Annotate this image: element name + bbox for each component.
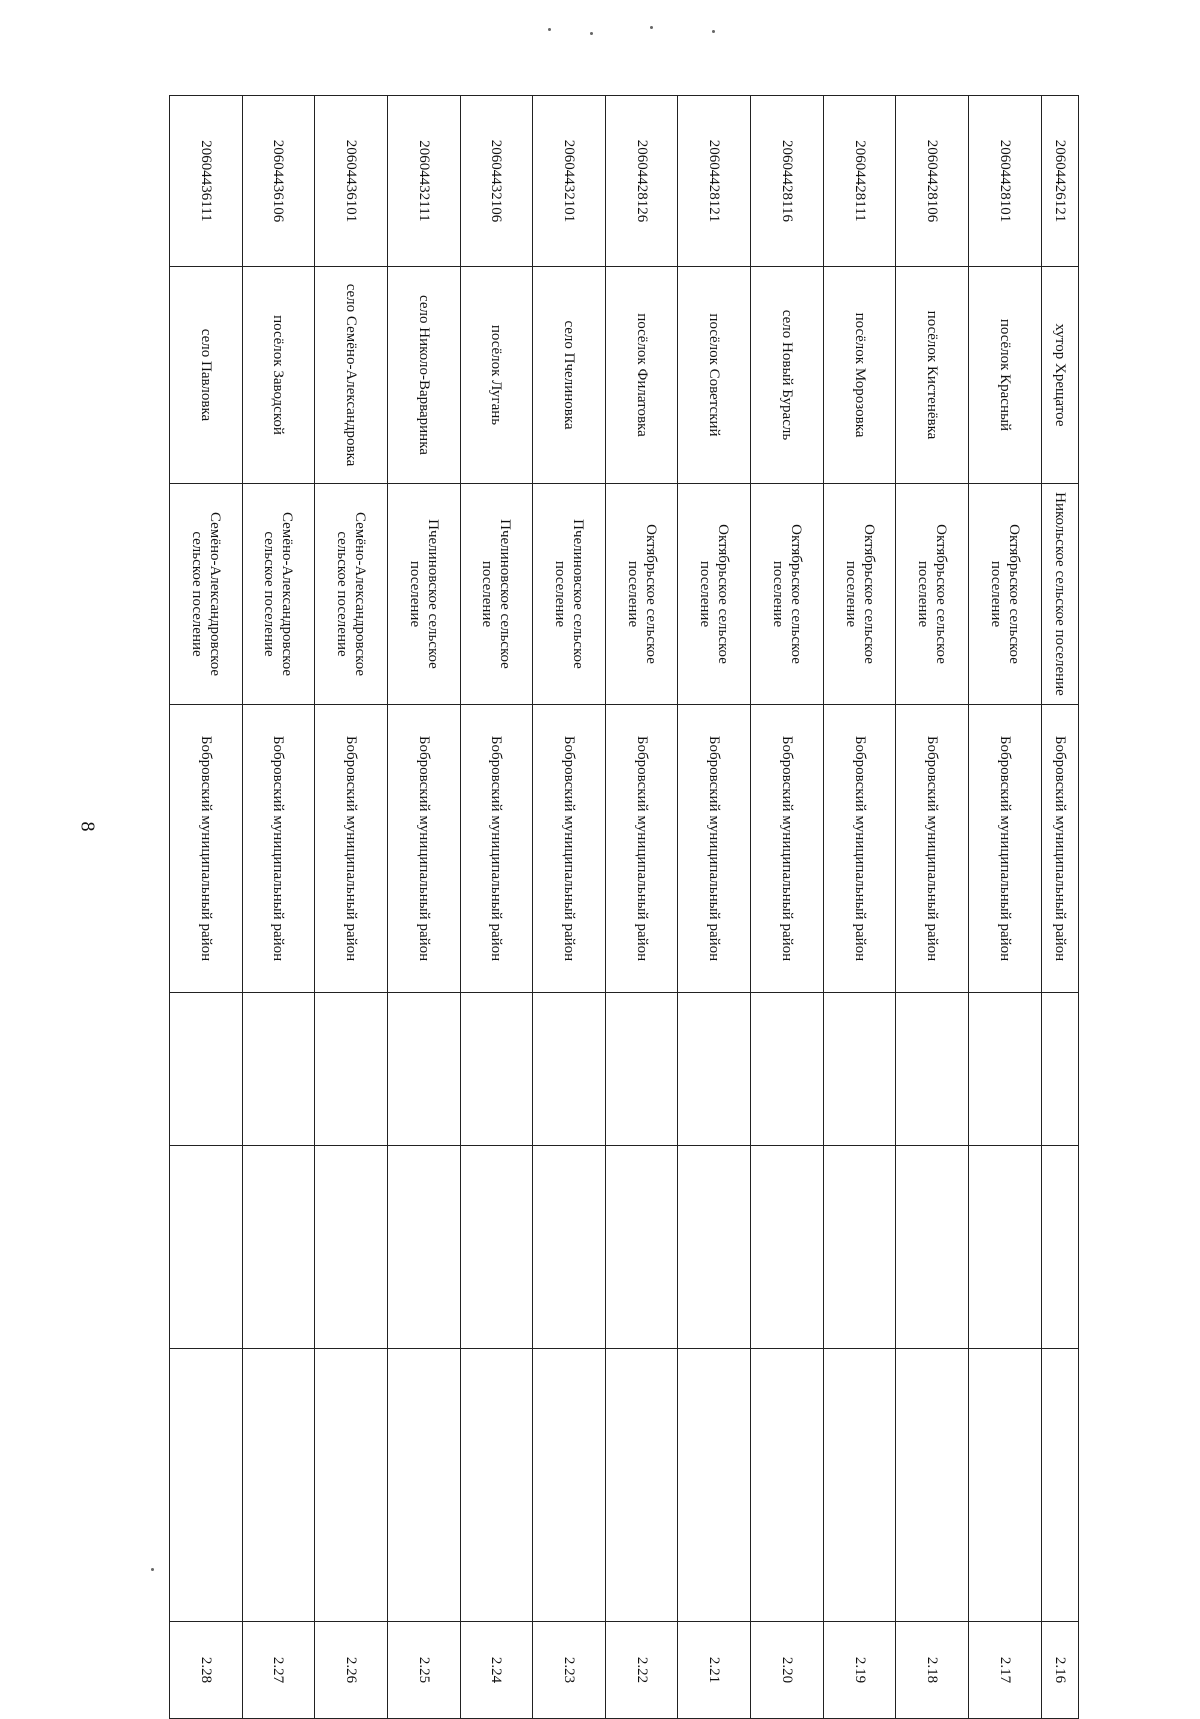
row-number-cell: 2.27 bbox=[242, 1622, 315, 1719]
rotated-table-container bbox=[169, 95, 1079, 1684]
row-number-cell: 2.28 bbox=[170, 1622, 243, 1719]
empty-cell bbox=[969, 993, 1042, 1146]
district-cell: Бобровский муниципальный район bbox=[387, 705, 460, 993]
district-cell: Бобровский муниципальный район bbox=[460, 705, 533, 993]
empty-cell bbox=[170, 993, 243, 1146]
table-frame bbox=[169, 95, 1079, 1684]
table-row bbox=[387, 96, 460, 1719]
empty-cell bbox=[969, 1349, 1042, 1622]
empty-cell bbox=[678, 1349, 751, 1622]
empty-cell bbox=[387, 1349, 460, 1622]
row-number-cell: 2.18 bbox=[896, 1622, 969, 1719]
row-number-cell: 2.22 bbox=[605, 1622, 678, 1719]
scan-speck bbox=[548, 28, 551, 31]
district-cell: Бобровский муниципальный район bbox=[751, 705, 824, 993]
locality-cell: посёлок Лугань bbox=[460, 267, 533, 484]
scan-speck bbox=[151, 1568, 154, 1571]
row-number-cell: 2.23 bbox=[533, 1622, 606, 1719]
row-number-cell: 2.24 bbox=[460, 1622, 533, 1719]
empty-cell bbox=[605, 1146, 678, 1349]
row-number-cell: 2.19 bbox=[823, 1622, 896, 1719]
settlement-cell: Октябрьское сельское поселение bbox=[969, 484, 1042, 705]
district-cell: Бобровский муниципальный район bbox=[823, 705, 896, 993]
oktmo-code-cell: 20604426121 bbox=[1041, 96, 1078, 267]
oktmo-code-cell: 20604428126 bbox=[605, 96, 678, 267]
settlement-cell: Октябрьское сельское поселение bbox=[751, 484, 824, 705]
district-cell: Бобровский муниципальный район bbox=[678, 705, 751, 993]
district-cell: Бобровский муниципальный район bbox=[969, 705, 1042, 993]
empty-cell bbox=[315, 1349, 388, 1622]
empty-cell bbox=[315, 1146, 388, 1349]
empty-cell bbox=[896, 1349, 969, 1622]
settlement-cell: Пчелиновское сельское поселение bbox=[533, 484, 606, 705]
settlement-cell: Пчелиновское сельское поселение bbox=[387, 484, 460, 705]
district-cell: Бобровский муниципальный район bbox=[170, 705, 243, 993]
empty-cell bbox=[1041, 1349, 1078, 1622]
empty-cell bbox=[315, 993, 388, 1146]
settlement-cell: Октябрьское сельское поселение bbox=[678, 484, 751, 705]
oktmo-code-cell: 20604432101 bbox=[533, 96, 606, 267]
settlements-table-body bbox=[170, 96, 1079, 1719]
table-row bbox=[315, 96, 388, 1719]
oktmo-code-cell: 20604432106 bbox=[460, 96, 533, 267]
empty-cell bbox=[823, 1146, 896, 1349]
page-number: 8 bbox=[76, 821, 99, 832]
locality-cell: посёлок Филатовка bbox=[605, 267, 678, 484]
oktmo-code-cell: 20604428116 bbox=[751, 96, 824, 267]
table-row bbox=[823, 96, 896, 1719]
empty-cell bbox=[460, 993, 533, 1146]
district-cell: Бобровский муниципальный район bbox=[605, 705, 678, 993]
empty-cell bbox=[678, 993, 751, 1146]
oktmo-code-cell: 20604428121 bbox=[678, 96, 751, 267]
empty-cell bbox=[896, 1146, 969, 1349]
empty-cell bbox=[242, 993, 315, 1146]
empty-cell bbox=[533, 1349, 606, 1622]
oktmo-code-cell: 20604436106 bbox=[242, 96, 315, 267]
locality-cell: посёлок Морозовка bbox=[823, 267, 896, 484]
locality-cell: посёлок Советский bbox=[678, 267, 751, 484]
empty-cell bbox=[242, 1146, 315, 1349]
settlement-cell: Никольское сельское поселение bbox=[1041, 484, 1078, 705]
district-cell: Бобровский муниципальный район bbox=[896, 705, 969, 993]
empty-cell bbox=[1041, 1146, 1078, 1349]
table-row bbox=[170, 96, 243, 1719]
empty-cell bbox=[823, 1349, 896, 1622]
district-cell: Бобровский муниципальный район bbox=[1041, 705, 1078, 993]
locality-cell: посёлок Красный bbox=[969, 267, 1042, 484]
empty-cell bbox=[170, 1349, 243, 1622]
locality-cell: село Семёно-Александровка bbox=[315, 267, 388, 484]
settlements-table bbox=[169, 95, 1079, 1719]
empty-cell bbox=[1041, 993, 1078, 1146]
empty-cell bbox=[533, 1146, 606, 1349]
table-row bbox=[969, 96, 1042, 1719]
locality-cell: село Николо-Варваринка bbox=[387, 267, 460, 484]
empty-cell bbox=[969, 1146, 1042, 1349]
settlement-cell: Октябрьское сельское поселение bbox=[896, 484, 969, 705]
table-row bbox=[605, 96, 678, 1719]
table-row bbox=[678, 96, 751, 1719]
empty-cell bbox=[751, 1349, 824, 1622]
settlement-cell: Семёно-Александровское сельское поселение bbox=[170, 484, 243, 705]
scan-speck bbox=[650, 26, 653, 29]
locality-cell: посёлок Кистенёвка bbox=[896, 267, 969, 484]
locality-cell: село Павловка bbox=[170, 267, 243, 484]
empty-cell bbox=[751, 1146, 824, 1349]
oktmo-code-cell: 20604436101 bbox=[315, 96, 388, 267]
settlement-cell: Пчелиновское сельское поселение bbox=[460, 484, 533, 705]
table-row bbox=[533, 96, 606, 1719]
empty-cell bbox=[460, 1146, 533, 1349]
scan-speck bbox=[712, 30, 715, 33]
row-number-cell: 2.26 bbox=[315, 1622, 388, 1719]
empty-cell bbox=[242, 1349, 315, 1622]
oktmo-code-cell: 20604428106 bbox=[896, 96, 969, 267]
empty-cell bbox=[460, 1349, 533, 1622]
locality-cell: село Новый Бурасль bbox=[751, 267, 824, 484]
row-number-cell: 2.16 bbox=[1041, 1622, 1078, 1719]
table-row bbox=[1041, 96, 1078, 1719]
settlement-cell: Семёно-Александровское сельское поселение bbox=[242, 484, 315, 705]
table-row bbox=[242, 96, 315, 1719]
row-number-cell: 2.21 bbox=[678, 1622, 751, 1719]
row-number-cell: 2.20 bbox=[751, 1622, 824, 1719]
empty-cell bbox=[751, 993, 824, 1146]
table-row bbox=[751, 96, 824, 1719]
empty-cell bbox=[170, 1146, 243, 1349]
oktmo-code-cell: 20604428101 bbox=[969, 96, 1042, 267]
table-row bbox=[896, 96, 969, 1719]
empty-cell bbox=[387, 1146, 460, 1349]
locality-cell: село Пчелиновка bbox=[533, 267, 606, 484]
district-cell: Бобровский муниципальный район bbox=[315, 705, 388, 993]
oktmo-code-cell: 20604428111 bbox=[823, 96, 896, 267]
empty-cell bbox=[605, 1349, 678, 1622]
scan-speck bbox=[590, 32, 593, 35]
settlement-cell: Октябрьское сельское поселение bbox=[823, 484, 896, 705]
locality-cell: хутор Хрещатое bbox=[1041, 267, 1078, 484]
locality-cell: посёлок Заводской bbox=[242, 267, 315, 484]
empty-cell bbox=[533, 993, 606, 1146]
oktmo-code-cell: 20604432111 bbox=[387, 96, 460, 267]
row-number-cell: 2.25 bbox=[387, 1622, 460, 1719]
empty-cell bbox=[823, 993, 896, 1146]
settlement-cell: Октябрьское сельское поселение bbox=[605, 484, 678, 705]
empty-cell bbox=[605, 993, 678, 1146]
oktmo-code-cell: 20604436111 bbox=[170, 96, 243, 267]
table-row bbox=[460, 96, 533, 1719]
settlement-cell: Семёно-Александровское сельское поселение bbox=[315, 484, 388, 705]
empty-cell bbox=[678, 1146, 751, 1349]
district-cell: Бобровский муниципальный район bbox=[242, 705, 315, 993]
row-number-cell: 2.17 bbox=[969, 1622, 1042, 1719]
empty-cell bbox=[896, 993, 969, 1146]
district-cell: Бобровский муниципальный район bbox=[533, 705, 606, 993]
empty-cell bbox=[387, 993, 460, 1146]
